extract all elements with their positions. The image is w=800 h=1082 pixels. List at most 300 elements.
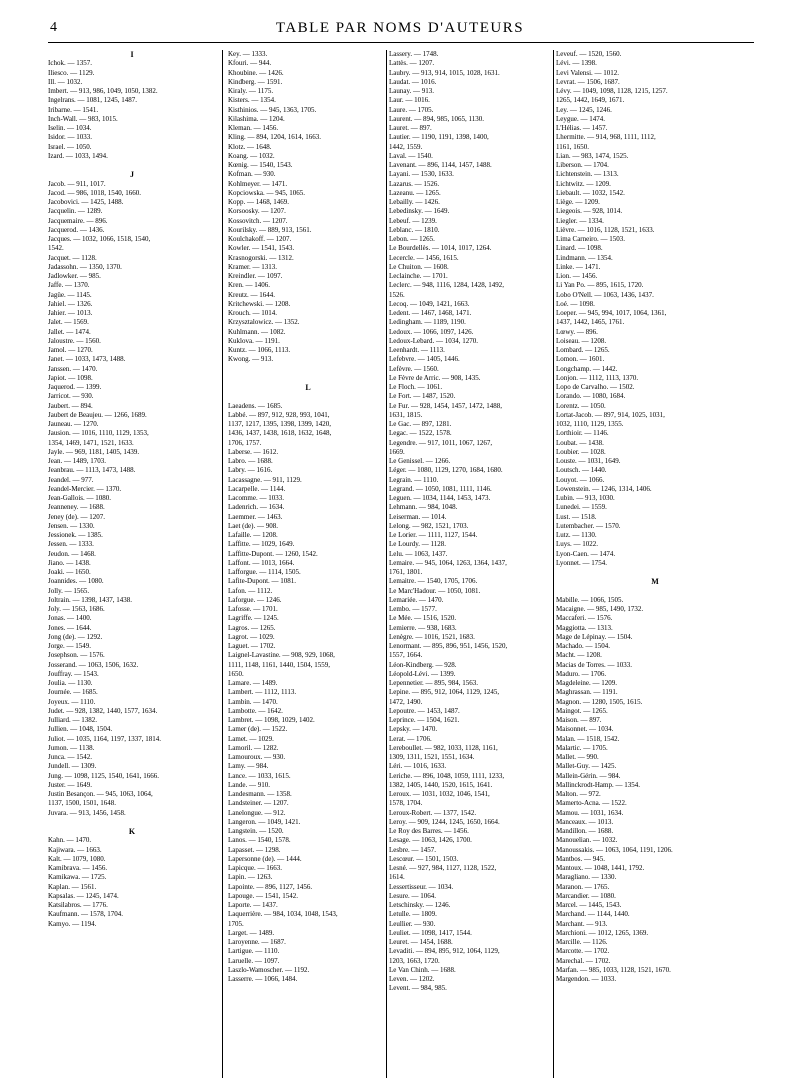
index-entry: Ingelrans. — 1081, 1245, 1487. <box>48 96 138 105</box>
index-entry: Jamol. — 1270. <box>48 346 93 354</box>
index-entry: Jullien. — 1048, 1504. <box>48 725 113 734</box>
index-entry: Juvara. — 913, 1456, 1458. <box>48 808 126 817</box>
index-entry: Jacod. — 986, 1018, 1540, 1660. <box>48 188 141 197</box>
index-entry: Lutembacher. — 1570. <box>556 521 621 530</box>
index-entry: Laeadens. — 1685. <box>228 401 283 410</box>
index-entry: Mallein-Gérin. — 984. <box>556 771 621 780</box>
index-entry: Marcandier. — 1080. <box>556 891 616 900</box>
index-entry: Jaubert. — 894. <box>48 401 93 410</box>
index-entry: Lunedei. — 1559. <box>556 503 607 512</box>
index-entry: Lapicque. — 1663. <box>228 864 283 872</box>
index-entry: Ledingham. — 1189, 1190. <box>389 318 466 327</box>
index-entry: Lowenstein. — 1246, 1314, 1406. <box>556 484 652 493</box>
index-entry: Mandillon. — 1688. <box>556 827 614 835</box>
index-entry: Laforgue. — 1246. <box>228 595 282 604</box>
index-entry: Lichtwitz. — 1209. <box>556 179 611 188</box>
index-entry: Lepine. — 895, 912, 1064, 1129, 1245, <box>389 688 500 697</box>
index-entry: Lagrot. — 1029. <box>228 632 275 641</box>
index-entry: Manouelian. — 1032. <box>556 836 618 845</box>
index-entry: Koulchakoff. — 1207. <box>228 235 292 243</box>
index-entry: Kourilsky. — 889, 913, 1561. <box>228 225 312 234</box>
index-entry: 1111, 1148, 1161, 1440, 1504, 1559, <box>228 660 330 669</box>
index-entry: Jung. — 1098, 1125, 1540, 1641, 1666. <box>48 771 159 780</box>
index-entry: Kindberg. — 1591. <box>228 77 283 86</box>
index-entry: Lehmann. — 984, 1048. <box>389 503 458 512</box>
index-entry: Lion. — 1456. <box>556 272 598 280</box>
spacer <box>228 365 388 374</box>
index-entry: Jonas. — 1400. <box>48 614 92 623</box>
index-entry: Jacquet. — 1128. <box>48 253 97 262</box>
index-entry: Jacquelin. — 1289. <box>48 207 103 216</box>
index-entry: Jeney (de). — 1207. <box>48 512 105 521</box>
spacer <box>228 374 388 383</box>
index-entry: Lepoutre. — 1453, 1487. <box>389 706 460 715</box>
index-entry: Kling. — 894, 1204, 1614, 1663. <box>228 133 321 142</box>
index-column-1 <box>48 50 216 929</box>
index-entry: Lamare. — 1489. <box>228 679 278 687</box>
index-entry: 1761, 1801. <box>389 568 423 576</box>
index-entry: Lamy. — 984. <box>228 762 269 771</box>
index-entry: Maragliano. — 1330. <box>556 873 617 882</box>
index-entry: Lafosse. — 1701. <box>228 605 278 613</box>
index-entry: Josephson. — 1576. <box>48 651 105 660</box>
index-entry: Joltrain. — 1398, 1437, 1438. <box>48 595 132 604</box>
section-letter: J <box>130 170 134 180</box>
index-entry: Lepsky. — 1470. <box>389 725 438 734</box>
index-entry: Kofman. — 930. <box>228 170 276 179</box>
index-entry: Jacquemaire. — 896. <box>48 216 108 225</box>
index-entry: Louyot. — 1066. <box>556 475 605 484</box>
index-entry: Leuret. — 1454, 1688. <box>389 938 453 946</box>
index-entry: Justin Besançon. — 945, 1063, 1064, <box>48 790 153 798</box>
index-entry: Kreindler. — 1097. <box>228 272 283 280</box>
index-entry: Lenormant. — 895, 896, 951, 1456, 1520, <box>389 642 508 650</box>
index-entry: Mabille. — 1066, 1505. <box>556 595 624 604</box>
index-entry: Macht. — 1208. <box>556 651 602 660</box>
index-entry: Lecoq. — 1049, 1421, 1663. <box>389 299 470 308</box>
index-entry: Marcille. — 1126. <box>556 938 608 946</box>
index-entry: 1705. <box>228 919 244 928</box>
index-entry: Lapouge. — 1541, 1542. <box>228 891 298 900</box>
index-entry: Jausion. — 1016, 1110, 1129, 1353, <box>48 429 149 438</box>
index-entry: Jean. — 1489, 1703. <box>48 457 106 465</box>
index-entry: Lamet. — 1029. <box>228 734 274 743</box>
index-entry: Lacarpelle. — 1144. <box>228 484 286 493</box>
index-entry: Jacobovici. — 1425, 1488. <box>48 198 124 206</box>
index-entry: Lamer (de). — 1522. <box>228 725 288 734</box>
index-entry: Mallet-Guy. — 1425. <box>556 762 617 771</box>
index-entry: Iribarne. — 1541. <box>48 105 99 114</box>
index-entry: Ichok. — 1357. <box>48 59 92 68</box>
index-entry: Lubin. — 913, 1030. <box>556 494 615 502</box>
index-entry: Jauneau. — 1270. <box>48 420 99 428</box>
index-entry: Legac. — 1522, 1578. <box>389 429 452 438</box>
index-entry: Izard. — 1033, 1494. <box>48 151 108 160</box>
index-entry: Mantoux. — 1048, 1441, 1792. <box>556 864 645 872</box>
index-entry: Maggiotta. — 1313. <box>556 623 613 632</box>
index-entry: Japiot. — 1098. <box>48 373 93 382</box>
index-entry: Krouch. — 1014. <box>228 309 277 317</box>
index-entry: Mamou. — 1031, 1634. <box>556 808 624 817</box>
index-entry: Kisters. — 1354. <box>228 96 276 105</box>
index-entry: Macaigne. — 985, 1490, 1732. <box>556 605 644 613</box>
index-entry: Kahn. — 1470. <box>48 836 92 845</box>
index-entry: 1442, 1559. <box>389 142 423 151</box>
index-entry: Le Floch. — 1061. <box>389 383 443 391</box>
index-entry: Launay. — 913. <box>389 87 435 95</box>
index-entry: Ill. — 1032. <box>48 77 83 86</box>
spacer <box>556 568 754 577</box>
index-entry: Labro. — 1688. <box>228 457 273 465</box>
index-entry: Kalt. — 1079, 1080. <box>48 854 106 863</box>
index-entry: Le Genissel. — 1266. <box>389 457 451 465</box>
section-letter: M <box>651 577 659 587</box>
index-entry: Jaloustre. — 1560. <box>48 336 101 345</box>
index-entry: Klotz. — 1648. <box>228 142 272 151</box>
index-entry: Lagros. — 1265. <box>228 623 276 632</box>
index-entry: Ley. — 1245, 1246. <box>556 105 612 114</box>
index-entry: Lasserre. — 1066, 1484. <box>228 975 298 983</box>
index-entry: Lemariée. — 1470. <box>389 595 444 604</box>
index-entry: Lembo. — 1577. <box>389 605 437 613</box>
index-entry: Liegeois. — 928, 1014. <box>556 207 623 216</box>
index-entry: Lust. — 1518. <box>556 512 597 521</box>
index-entry: 1542. <box>48 244 64 253</box>
index-entry: Lobo O'Nell. — 1063, 1436, 1437. <box>556 290 654 299</box>
index-entry: Le Gac. — 897, 1281. <box>389 420 452 428</box>
index-entry: Juster. — 1649. <box>48 780 92 789</box>
index-entry: Lyon-Caen. — 1474. <box>556 549 616 558</box>
index-entry: 1137, 1500, 1501, 1648. <box>48 799 116 808</box>
index-entry: Leguen. — 1034, 1144, 1453, 1473. <box>389 494 491 502</box>
index-entry: Maingot. — 1265. <box>556 706 608 715</box>
index-entry: Lapersonne (de). — 1444. <box>228 854 302 863</box>
index-entry: Lesbre. — 1457. <box>389 845 437 854</box>
index-entry: Marchand. — 1144, 1440. <box>556 910 630 919</box>
index-entry: Leriche. — 896, 1048, 1059, 1111, 1233, <box>389 771 505 780</box>
index-entry: Key. — 1333. <box>228 50 268 58</box>
index-entry: Kisthinios. — 945, 1363, 1705. <box>228 105 317 114</box>
index-entry: Kajiwara. — 1663. <box>48 845 102 854</box>
index-column-2 <box>228 50 388 984</box>
index-entry: 1706, 1757. <box>228 438 262 447</box>
index-entry: Joly. — 1563, 1686. <box>48 605 105 613</box>
index-entry: Jadlowker. — 985. <box>48 272 101 280</box>
index-entry: Lautier. — 1190, 1191, 1398, 1400, <box>389 133 489 142</box>
section-letter: I <box>130 50 134 59</box>
index-entry: Lambin. — 1470. <box>228 697 278 706</box>
index-entry: Marcel. — 1445, 1543. <box>556 901 622 909</box>
index-entry: Laet (de). — 908. <box>228 521 278 530</box>
section-letter: L <box>305 383 311 392</box>
index-entry: 1472, 1490. <box>389 697 423 706</box>
index-entry: Lemaitre. — 1540, 1705, 1706. <box>389 577 478 586</box>
index-entry: Machado. — 1504. <box>556 642 611 650</box>
index-entry: Kiraly. — 1175. <box>228 87 274 95</box>
index-entry: 1382, 1405, 1440, 1520, 1615, 1641. <box>389 780 493 789</box>
index-entry: Ledoux-Lebard. — 1034, 1270. <box>389 336 479 345</box>
index-entry: Isidor. — 1033. <box>48 133 92 142</box>
index-entry: 1631, 1815. <box>389 410 423 419</box>
index-entry: Leprince. — 1504, 1621. <box>389 716 460 724</box>
index-entry: Lepennetier. — 895, 984, 1563. <box>389 679 479 687</box>
index-entry: Linard. — 1098. <box>556 244 603 253</box>
spacer <box>556 587 754 596</box>
index-entry: Janssen. — 1470. <box>48 364 98 373</box>
index-entry: Labbé. — 897, 912, 928, 993, 1041, <box>228 410 330 419</box>
index-entry: Ledent. — 1467, 1468, 1471. <box>389 309 472 317</box>
index-entry: Laroyenne. — 1687. <box>228 938 286 946</box>
index-entry: 1669. <box>389 447 405 456</box>
index-column-4 <box>556 50 754 984</box>
index-entry: Kapsalas. — 1245, 1474. <box>48 891 119 900</box>
index-entry: Jacquerod. — 1436. <box>48 225 105 234</box>
index-entry: Le Van Chinh. — 1688. <box>389 965 456 974</box>
index-entry: 1309, 1311, 1521, 1551, 1634. <box>389 753 475 761</box>
index-entry: Kossovitch. — 1207. <box>228 216 288 225</box>
index-entry: Laguet. — 1702. <box>228 642 276 650</box>
index-entry: Lafite-Dupont. — 1081. <box>228 577 297 586</box>
index-entry: Laffont. — 1013, 1664. <box>228 558 295 567</box>
index-entry: Léri. — 1016, 1633. <box>389 762 447 771</box>
index-entry: Laval. — 1540. <box>389 151 433 160</box>
index-entry: Jean-Gallois. — 1080. <box>48 494 111 502</box>
section-letter: K <box>128 827 136 836</box>
index-entry: Kopciowska. — 945, 1065. <box>228 188 305 197</box>
index-entry: Layani. — 1530, 1633. <box>389 170 454 179</box>
index-entry: Lamoril. — 1282. <box>228 743 279 752</box>
index-entry: Leroux-Robert. — 1377, 1542. <box>389 808 477 817</box>
index-entry: Louste. — 1031, 1649. <box>556 457 621 465</box>
index-entry: Koang. — 1032. <box>228 151 275 160</box>
index-entry: Le Fèvre de Arric. — 908, 1435. <box>389 373 481 382</box>
index-entry: Larget. — 1489. <box>228 928 275 937</box>
index-entry: Lapin. — 1263. <box>228 873 273 882</box>
index-entry: Jallet. — 1474. <box>48 327 91 336</box>
index-entry: Lecercle. — 1456, 1615. <box>389 253 459 262</box>
index-entry: Lessertisseur. — 1034. <box>389 882 454 891</box>
index-entry: Jaubert de Beaujeu. — 1266, 1689. <box>48 410 147 419</box>
index-entry: Lelu. — 1063, 1437. <box>389 549 448 558</box>
index-entry: Krasnogorski. — 1312. <box>228 253 294 262</box>
index-entry: Maghrassan. — 1191. <box>556 688 618 697</box>
index-entry: Lattès. — 1207. <box>389 59 435 68</box>
index-entry: Kamyo. — 1194. <box>48 919 97 928</box>
index-entry: Léopold-Lévi. — 1399. <box>389 669 456 678</box>
index-entry: Jessen. — 1333. <box>48 540 94 549</box>
index-entry: Lande. — 910. <box>228 780 270 789</box>
index-entry: Jalet. — 1569. <box>48 318 89 327</box>
index-entry: Jiano. — 1438. <box>48 558 91 567</box>
index-entry: 1436, 1437, 1438, 1618, 1632, 1648, <box>228 429 332 438</box>
index-entry: Leullier. — 930. <box>389 919 436 928</box>
index-entry: Li Yan Po. — 895, 1615, 1720. <box>556 281 644 290</box>
index-entry: Journée. — 1685. <box>48 688 98 697</box>
column-divider <box>386 50 387 1078</box>
page-header <box>0 20 800 42</box>
index-entry: Macias de Torres. — 1033. <box>556 660 632 669</box>
index-entry: Lebeuf. — 1239. <box>389 216 437 225</box>
index-entry: Lambotte. — 1642. <box>228 706 283 715</box>
index-entry: Lima Carneiro. — 1503. <box>556 235 626 243</box>
index-entry: Leuliet. — 1098, 1417, 1544. <box>389 928 472 937</box>
index-entry: Manoussakis. — 1063, 1064, 1191, 1206. <box>556 845 673 854</box>
index-entry: Kleman. — 1456. <box>228 124 279 132</box>
index-entry: Magdeleine. — 1209. <box>556 679 618 687</box>
index-entry: Lambret. — 1098, 1029, 1402. <box>228 716 315 724</box>
index-entry: Lévi. — 1398. <box>556 59 597 68</box>
index-entry: Langeron. — 1049, 1421. <box>228 817 301 826</box>
index-entry: Lapasset. — 1298. <box>228 845 281 854</box>
index-entry: Joulia. — 1130. <box>48 679 93 687</box>
index-entry: 1354, 1469, 1471, 1521, 1633. <box>48 438 134 447</box>
index-entry: Josserand. — 1063, 1506, 1632. <box>48 660 139 669</box>
index-entry: Marchant. — 913. <box>556 919 608 928</box>
index-entry: Joannides. — 1080. <box>48 577 104 586</box>
index-entry: Loutsch. — 1440. <box>556 466 607 475</box>
index-entry: Kaplan. — 1561. <box>48 882 97 891</box>
index-entry: Iselin. — 1034. <box>48 124 92 132</box>
index-entry: Lanos. — 1540, 1578. <box>228 836 291 845</box>
index-entry: Jeandel. — 977. <box>48 475 94 484</box>
index-entry: 1614. <box>389 873 405 882</box>
index-entry: Lartigue. — 1110. <box>228 947 280 956</box>
index-entry: Lomon. — 1601. <box>556 355 605 364</box>
index-entry: Lutz. — 1130. <box>556 531 597 539</box>
index-entry: Jaquerod. — 1399. <box>48 383 102 391</box>
index-entry: Leclainche. — 1701. <box>389 272 448 280</box>
index-entry: Imbert. — 913, 986, 1049, 1050, 1382. <box>48 87 158 95</box>
index-entry: Lian. — 983, 1474, 1525. <box>556 151 629 160</box>
index-entry: Leroux. — 1031, 1032, 1046, 1541, <box>389 790 490 798</box>
index-entry: Margendon. — 1033. <box>556 975 617 983</box>
index-entry: Malartic. — 1705. <box>556 743 608 752</box>
index-entry: Levrat. — 1506, 1687. <box>556 77 620 86</box>
index-entry: Lacassagne. — 911, 1129. <box>228 475 302 484</box>
index-entry: Jayle. — 969, 1181, 1405, 1439. <box>48 447 140 456</box>
column-divider <box>222 50 223 1078</box>
index-entry: 1265, 1442, 1649, 1671. <box>556 96 625 105</box>
index-entry: Laffitte. — 1029, 1649. <box>228 540 295 549</box>
index-entry: Levi Valensi. — 1012. <box>556 68 620 77</box>
index-entry: Lassery. — 1748. <box>389 50 439 58</box>
index-entry: Legrand. — 1050, 1081, 1111, 1146. <box>389 484 492 493</box>
index-entry: Leven. — 1202. <box>389 975 435 983</box>
index-entry: Le Lorier. — 1111, 1127, 1544. <box>389 531 478 539</box>
index-entry: Lichtenstein. — 1313. <box>556 170 619 179</box>
index-entry: Leygue. — 1474. <box>556 114 605 123</box>
index-entry: 1578, 1704. <box>389 799 423 808</box>
spacer <box>228 392 388 401</box>
spacer <box>48 818 216 827</box>
index-entry: Jones. — 1644. <box>48 623 92 632</box>
index-entry: Laszlo-Wamoscher. — 1192. <box>228 965 310 974</box>
index-entry: Jeanbrau. — 1113, 1473, 1488. <box>48 466 136 475</box>
index-entry: Kreutz. — 1644. <box>228 290 276 299</box>
index-entry: Maccaferi. — 1576. <box>556 614 613 623</box>
index-entry: Lagriffe. — 1245. <box>228 614 279 623</box>
index-entry: Linke. — 1471. <box>556 262 601 271</box>
index-entry: Lyonnet. — 1754. <box>556 558 607 567</box>
index-entry: Lesné. — 927, 984, 1127, 1128, 1522, <box>389 864 497 872</box>
index-entry: 1650. <box>228 669 244 678</box>
index-entry: Lorthioir. — 1146. <box>556 429 609 438</box>
index-entry: Kopp. — 1468, 1469. <box>228 198 290 206</box>
index-entry: Laure. — 1705. <box>389 105 434 114</box>
index-entry: L'Hélias. — 1457. <box>556 124 608 132</box>
index-column-3 <box>389 50 551 994</box>
index-entry: 1437, 1442, 1465, 1761. <box>556 318 625 327</box>
index-entry: Maranon. — 1765. <box>556 882 610 891</box>
index-entry: Luys. — 1022. <box>556 540 598 549</box>
index-entry: Laberse. — 1612. <box>228 447 279 456</box>
index-entry: Lapointe. — 896, 1127, 1456. <box>228 882 313 891</box>
index-entry: Labry. — 1616. <box>228 466 273 475</box>
index-entry: Laffitte-Dupont. — 1260, 1542. <box>228 549 318 558</box>
index-entry: Laudat. — 1016. <box>389 77 437 86</box>
index-entry: Loiseau. — 1208. <box>556 336 607 345</box>
index-entry: Kamikawa. — 1725. <box>48 873 107 882</box>
index-entry: Mantbos. — 945. <box>556 854 605 863</box>
index-entry: Jorge. — 1549. <box>48 642 92 650</box>
index-entry: Julliard. — 1382. <box>48 716 97 724</box>
index-entry: Lavenant. — 896, 1144, 1457, 1488. <box>389 161 492 169</box>
index-entry: Marfan. — 985, 1033, 1128, 1521, 1670. <box>556 965 671 974</box>
index-entry: Lauret. — 897. <box>389 124 432 132</box>
header-rule <box>48 42 754 43</box>
index-entry: Landsteiner. — 1207. <box>228 799 289 808</box>
page-title: TABLE PAR NOMS D'AUTEURS <box>275 20 525 36</box>
index-entry: Jacob. — 911, 1017. <box>48 179 106 188</box>
index-entry: Malton. — 972. <box>556 790 601 798</box>
index-entry: 1137, 1217, 1395, 1398, 1399, 1420, <box>228 420 331 428</box>
index-entry: Kritchewski. — 1208. <box>228 299 291 308</box>
index-entry: Jundell. — 1309. <box>48 762 97 771</box>
index-entry: Jumon. — 1138. <box>48 743 95 752</box>
index-entry: Le Lourdy. — 1128. <box>389 540 447 549</box>
index-entry: Lance. — 1033, 1615. <box>228 771 291 780</box>
index-entry: Lafon. — 1112. <box>228 586 273 595</box>
index-entry: Loubat. — 1438. <box>556 438 604 447</box>
index-entry: Korsoosky. — 1207. <box>228 207 286 216</box>
index-entry: Maisonnet. — 1034. <box>556 725 614 734</box>
index-entry: Laubry. — 913, 914, 1015, 1028, 1631. <box>389 68 500 77</box>
index-entry: Lambert. — 1112, 1113. <box>228 688 297 697</box>
index-entry: Lonjon. — 1112, 1113, 1370. <box>556 373 639 382</box>
index-entry: Lombard. — 1265. <box>556 346 610 354</box>
index-entry: Lévy. — 1049, 1098, 1128, 1215, 1257. <box>556 87 668 95</box>
index-entry: Jeanneney. — 1688. <box>48 503 105 512</box>
index-entry: Lamouroux. — 930. <box>228 753 286 761</box>
index-entry: 1203, 1663, 1720. <box>389 956 440 965</box>
index-entry: Leblanc. — 1810. <box>389 225 440 234</box>
index-entry: Kamibrava. — 1456. <box>48 864 108 872</box>
index-entry: 1032, 1110, 1129, 1355. <box>556 420 624 428</box>
index-entry: Lesure. — 1064. <box>389 891 437 900</box>
index-entry: Le Mée. — 1516, 1520. <box>389 614 457 623</box>
index-entry: Maduro. — 1706. <box>556 669 607 678</box>
index-entry: Le Chuiton. — 1608. <box>389 262 449 271</box>
index-entry: Joyeux. — 1110. <box>48 697 96 706</box>
index-entry: Lerat. — 1706. <box>389 734 432 743</box>
index-entry: Kowler. — 1541, 1543. <box>228 244 295 253</box>
index-entry: Legrain. — 1110. <box>389 475 439 484</box>
index-entry: 1161, 1650. <box>556 142 589 151</box>
index-entry: Lenègre. — 1016, 1521, 1683. <box>389 632 475 641</box>
index-entry: Mallet. — 990. <box>556 753 599 761</box>
index-entry: Letulle. — 1809. <box>389 910 437 919</box>
index-entry: Léon-Kindberg. — 928. <box>389 660 457 669</box>
